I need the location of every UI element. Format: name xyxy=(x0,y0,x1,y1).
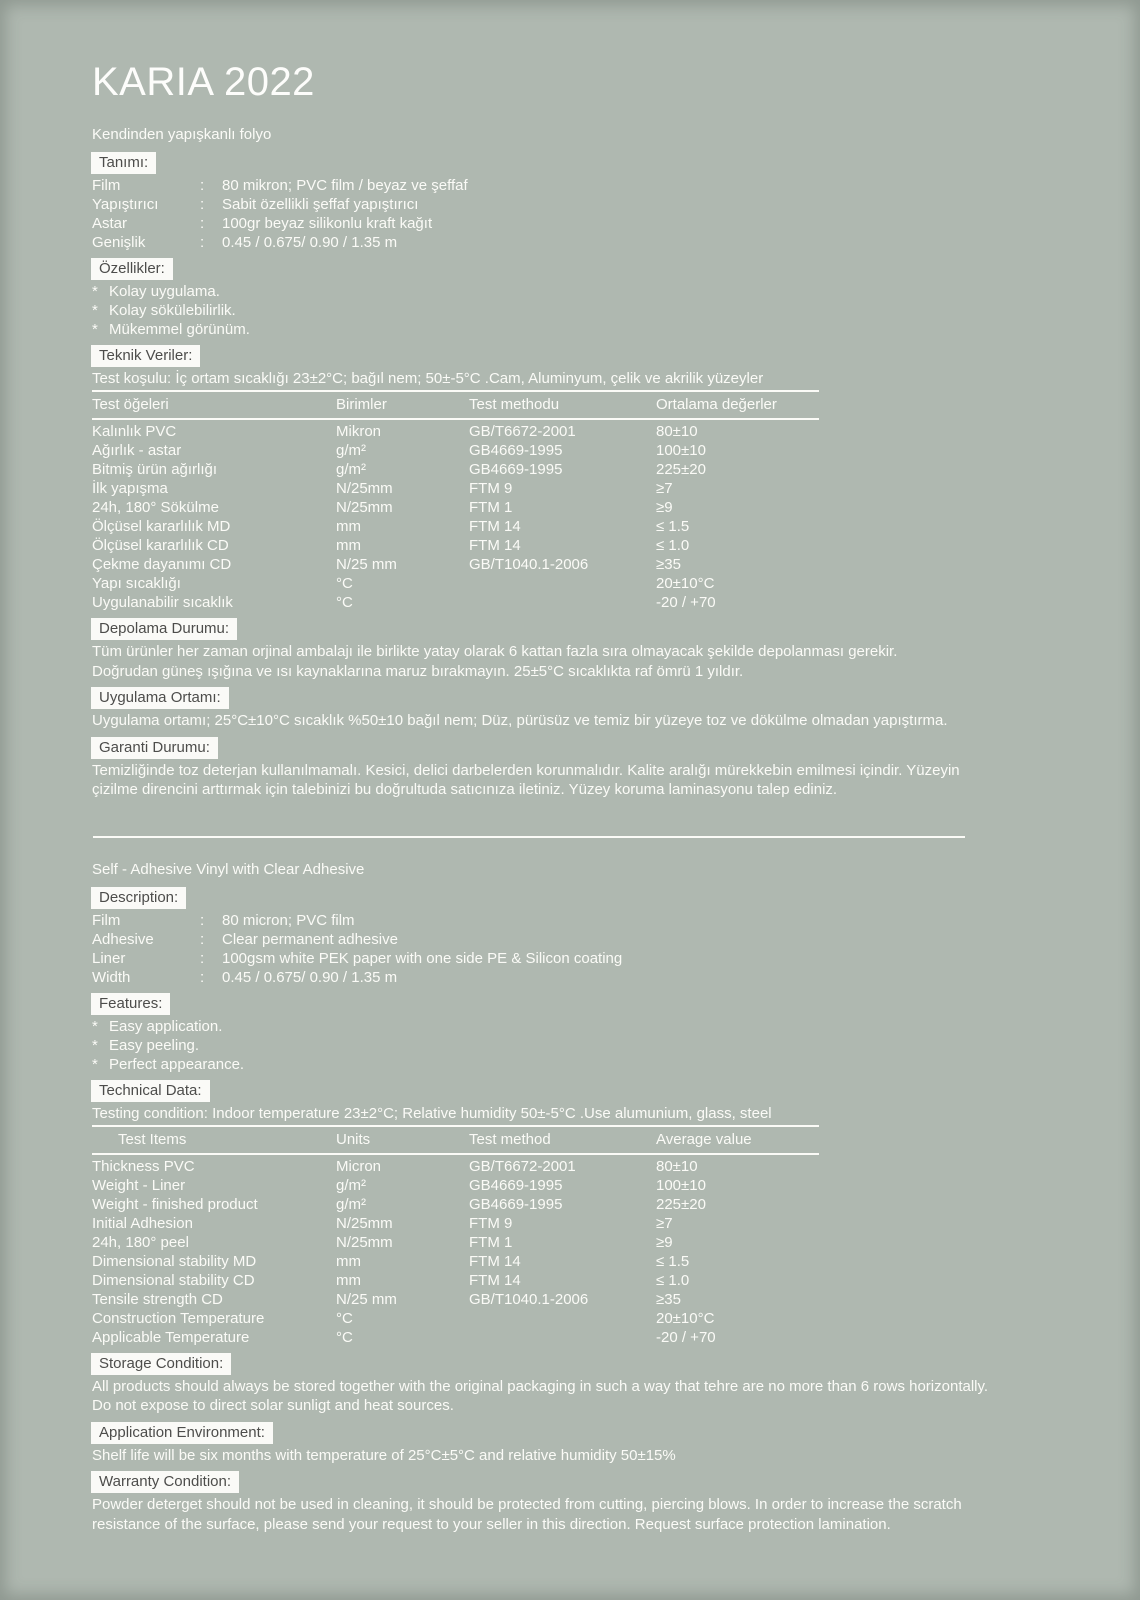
technical-table-tr xyxy=(92,390,819,612)
table-cell-value: -20 / +70 xyxy=(656,594,716,611)
section-label-definition-tr: Tanımı: xyxy=(91,152,156,174)
table-cell-value: -20 / +70 xyxy=(656,1328,716,1346)
table-header-cell: Ortalama değerler xyxy=(656,396,777,413)
table-cell-value: 100±10 xyxy=(656,442,706,459)
table-cell-method: GB/T1040.1-2006 xyxy=(469,1290,589,1308)
paragraph-line: Temizliğinde toz deterjan kullanılmamalı. Kesici, delici darbelerden korunmalıdır. Kalite aralığı mürekkebin emilmesi içindir. Yüzeyin xyxy=(92,761,960,779)
definition-label: Width xyxy=(92,968,131,986)
table-cell-method: FTM 9 xyxy=(469,1214,513,1232)
definition-row xyxy=(92,930,1082,949)
definition-colon: : xyxy=(200,234,205,251)
section-divider xyxy=(93,836,965,838)
table-cell-value: 100±10 xyxy=(656,1176,706,1194)
table-cell-unit: g/m² xyxy=(336,461,366,478)
feature-list-tr xyxy=(92,282,1082,339)
table-cell-test-item: Uygulanabilir sıcaklık xyxy=(92,594,233,611)
definition-list-tr xyxy=(92,176,1082,252)
table-cell-method: GB4669-1995 xyxy=(469,461,563,478)
table-row xyxy=(92,498,819,517)
table-cell-test-item: Dimensional stability CD xyxy=(92,1271,255,1289)
table-cell-value: 20±10°C xyxy=(656,575,715,592)
table-row xyxy=(92,555,819,574)
section-label-application-tr: Uygulama Ortamı: xyxy=(91,687,229,709)
table-cell-method: FTM 1 xyxy=(469,499,513,516)
feature-item xyxy=(92,1017,1082,1036)
table-cell-unit: N/25mm xyxy=(336,1214,393,1232)
definition-colon: : xyxy=(200,177,205,194)
table-cell-value: ≥9 xyxy=(656,499,673,516)
feature-item xyxy=(92,1036,1082,1055)
definition-colon: : xyxy=(200,930,205,948)
definition-value: Clear permanent adhesive xyxy=(222,930,398,948)
table-cell-value: ≥35 xyxy=(656,1290,681,1308)
table-cell-unit: °C xyxy=(336,594,353,611)
table-cell-test-item: Weight - Liner xyxy=(92,1176,186,1194)
table-cell-unit: mm xyxy=(336,537,361,554)
table-cell-unit: N/25mm xyxy=(336,1233,393,1251)
feature-item xyxy=(92,320,1082,339)
feature-item xyxy=(92,282,1082,301)
table-cell-test-item: İlk yapışma xyxy=(92,480,168,497)
definition-row xyxy=(92,176,1082,195)
feature-text: Mükemmel görünüm. xyxy=(109,321,250,338)
definition-label: Yapıştırıcı xyxy=(92,196,159,213)
definition-row xyxy=(92,195,1082,214)
definition-label: Film xyxy=(92,177,121,194)
table-cell-method: GB4669-1995 xyxy=(469,442,563,459)
definition-value: 0.45 / 0.675/ 0.90 / 1.35 m xyxy=(222,968,398,986)
page-title: KARIA 2022 xyxy=(92,60,315,104)
table-header-cell: Average value xyxy=(656,1130,752,1148)
table-cell-unit: N/25mm xyxy=(336,480,393,497)
table-cell-unit: mm xyxy=(336,518,361,535)
definition-colon: : xyxy=(200,911,205,929)
definition-list-en xyxy=(92,911,1082,987)
test-condition-en: Testing condition: Indoor temperature 23±2°C; Relative humidity 50±-5°C .Use alumunium, glass, steel xyxy=(92,1104,772,1122)
section-label-storage-en: Storage Condition: xyxy=(91,1353,231,1375)
definition-row xyxy=(92,949,1082,968)
table-header-cell: Birimler xyxy=(336,396,387,413)
table-row xyxy=(92,1309,819,1328)
table-cell-unit: °C xyxy=(336,1309,353,1327)
definition-value: 80 mikron; PVC film / beyaz ve şeffaf xyxy=(222,177,468,194)
table-cell-unit: N/25mm xyxy=(336,499,393,516)
definition-value: 0.45 / 0.675/ 0.90 / 1.35 m xyxy=(222,234,398,251)
section-label-features-en: Features: xyxy=(91,993,170,1015)
table-cell-unit: mm xyxy=(336,1252,361,1270)
section-label-warranty-en: Warranty Condition: xyxy=(91,1471,239,1493)
feature-list-en xyxy=(92,1017,1082,1074)
table-row xyxy=(92,1214,819,1233)
bullet-asterisk: * xyxy=(92,321,98,338)
table-cell-method xyxy=(469,1309,656,1328)
table-cell-unit: N/25 mm xyxy=(336,556,397,573)
table-cell-method: GB4669-1995 xyxy=(469,1176,563,1194)
storage-paragraph-en xyxy=(92,1377,1082,1416)
table-cell-value: ≥35 xyxy=(656,556,681,573)
table-header-cell: Test öğeleri xyxy=(92,396,169,413)
application-paragraph-tr xyxy=(92,711,1082,731)
warranty-paragraph-en xyxy=(92,1495,1082,1534)
table-cell-method: FTM 14 xyxy=(469,1252,521,1270)
table-cell-test-item: Çekme dayanımı CD xyxy=(92,556,232,573)
table-cell-value: ≤ 1.5 xyxy=(656,1252,690,1270)
feature-item xyxy=(92,301,1082,320)
definition-value: 100gsm white PEK paper with one side PE & Silicon coating xyxy=(222,949,623,967)
table-header-cell: Test methodu xyxy=(469,396,560,413)
table-cell-test-item: Thickness PVC xyxy=(92,1157,195,1175)
table-cell-method: FTM 14 xyxy=(469,518,521,535)
paragraph-line: Powder deterget should not be used in cleaning, it should be protected from cutting, piercing blows. In order to increase the scratch xyxy=(92,1496,962,1513)
table-cell-test-item: Ağırlık - astar xyxy=(92,442,182,459)
table-cell-unit: g/m² xyxy=(336,442,366,459)
paragraph-line: resistance of the surface, please send your request to your seller in this direction. Request surface protection lamination. xyxy=(92,1515,891,1533)
definition-colon: : xyxy=(200,949,205,967)
table-row xyxy=(92,1252,819,1271)
table-cell-value: ≤ 1.5 xyxy=(656,518,690,535)
table-cell-unit: Micron xyxy=(336,1157,382,1175)
definition-row xyxy=(92,214,1082,233)
table-cell-test-item: Applicable Temperature xyxy=(92,1328,250,1346)
warranty-paragraph-tr xyxy=(92,761,1082,800)
table-cell-value: 225±20 xyxy=(656,461,706,478)
definition-label: Astar xyxy=(92,215,128,232)
section-label-storage-tr: Depolama Durumu: xyxy=(91,618,237,640)
table-row xyxy=(92,536,819,555)
definition-colon: : xyxy=(200,215,205,232)
table-header-cell: Units xyxy=(336,1130,371,1148)
table-cell-test-item: Tensile strength CD xyxy=(92,1290,223,1308)
definition-colon: : xyxy=(200,196,205,213)
table-cell-test-item: Dimensional stability MD xyxy=(92,1252,257,1270)
table-cell-value: 80±10 xyxy=(656,1157,698,1175)
table-header-row xyxy=(92,390,819,420)
table-row xyxy=(92,460,819,479)
table-header-row xyxy=(92,1125,819,1155)
table-cell-test-item: Initial Adhesion xyxy=(92,1214,193,1232)
paragraph-line: All products should always be stored together with the original packaging in such a way that tehre are no more than 6 rows horizontally. xyxy=(92,1377,989,1395)
definition-colon: : xyxy=(200,968,205,986)
bullet-asterisk: * xyxy=(92,302,98,319)
definition-label: Liner xyxy=(92,949,126,967)
table-cell-method xyxy=(469,574,656,593)
table-cell-method: FTM 14 xyxy=(469,1271,521,1289)
bullet-asterisk: * xyxy=(92,1017,98,1035)
definition-label: Adhesive xyxy=(92,930,154,948)
table-cell-unit: mm xyxy=(336,1271,361,1289)
section-label-features-tr: Özellikler: xyxy=(91,258,173,280)
product-subtitle-en: Self - Adhesive Vinyl with Clear Adhesive xyxy=(92,860,365,878)
bullet-asterisk: * xyxy=(92,1055,98,1073)
table-cell-value: 225±20 xyxy=(656,1195,706,1213)
section-label-warranty-tr: Garanti Durumu: xyxy=(91,737,218,759)
table-cell-value: ≥7 xyxy=(656,1214,673,1232)
table-cell-test-item: Weight - finished product xyxy=(92,1195,258,1213)
paragraph-line: Shelf life will be six months with temperature of 25°C±5°C and relative humidity 50±15% xyxy=(92,1446,676,1464)
definition-value: Sabit özellikli şeffaf yapıştırıcı xyxy=(222,196,419,213)
english-section xyxy=(92,860,1082,1535)
table-cell-test-item: 24h, 180° peel xyxy=(92,1233,189,1251)
table-body xyxy=(92,420,819,612)
table-row xyxy=(92,1271,819,1290)
table-cell-method: GB4669-1995 xyxy=(469,1195,563,1213)
paragraph-line: Uygulama ortamı; 25°C±10°C sıcaklık %50±10 bağıl nem; Düz, pürüsüz ve temiz bir yüzeye toz ve dökülme olmadan yapıştırma. xyxy=(92,712,948,729)
table-header-cell: Test Items xyxy=(118,1130,187,1148)
paragraph-line: Doğrudan güneş ışığına ve ısı kaynaklarına maruz bırakmayın. 25±5°C sıcaklıkta raf ömrü 1 yıldır. xyxy=(92,662,744,680)
paragraph-line: Tüm ürünler her zaman orjinal ambalajı ile birlikte yatay olarak 6 kattan fazla sıra olmayacak şekilde depolanması gerekir. xyxy=(92,643,898,660)
paragraph-line: çizilme direncini arttırmak için talebinizi bu doğrultuda satıcınıza iletiniz. Yüzey koruma laminasyonu talep ediniz. xyxy=(92,781,838,798)
table-cell-test-item: Construction Temperature xyxy=(92,1309,265,1327)
table-cell-unit: °C xyxy=(336,575,353,592)
table-cell-value: ≥7 xyxy=(656,480,673,497)
table-cell-test-item: Yapı sıcaklığı xyxy=(92,575,181,592)
table-row xyxy=(92,1328,819,1347)
table-row xyxy=(92,422,819,441)
section-label-technical-en: Technical Data: xyxy=(91,1080,210,1102)
table-cell-unit: g/m² xyxy=(336,1176,366,1194)
feature-text: Easy application. xyxy=(109,1017,223,1035)
table-row xyxy=(92,517,819,536)
section-label-application-en: Application Environment: xyxy=(91,1422,273,1444)
table-cell-method xyxy=(469,593,656,612)
turkish-section xyxy=(92,125,1082,800)
definition-label: Genişlik xyxy=(92,234,146,251)
test-condition-tr: Test koşulu: İç ortam sıcaklığı 23±2°C; bağıl nem; 50±-5°C .Cam, Aluminyum, çelik ve akrilik yüzeyler xyxy=(92,370,764,387)
table-cell-test-item: 24h, 180° Sökülme xyxy=(92,499,219,516)
application-paragraph-en xyxy=(92,1446,1082,1466)
section-label-description-en: Description: xyxy=(91,887,186,909)
table-header-cell: Test method xyxy=(469,1130,551,1148)
table-row xyxy=(92,574,819,593)
table-cell-value: 80±10 xyxy=(656,423,698,440)
definition-label: Film xyxy=(92,911,121,929)
table-cell-value: ≤ 1.0 xyxy=(656,1271,690,1289)
table-cell-method: FTM 14 xyxy=(469,537,521,554)
table-body xyxy=(92,1155,819,1347)
table-cell-method xyxy=(469,1328,656,1347)
definition-row xyxy=(92,968,1082,987)
table-row xyxy=(92,1233,819,1252)
table-cell-test-item: Bitmiş ürün ağırlığı xyxy=(92,461,218,478)
table-row xyxy=(92,1157,819,1176)
bullet-asterisk: * xyxy=(92,283,98,300)
definition-row xyxy=(92,233,1082,252)
bullet-asterisk: * xyxy=(92,1036,98,1054)
table-cell-unit: Mikron xyxy=(336,423,382,440)
feature-text: Kolay sökülebilirlik. xyxy=(109,302,236,319)
table-cell-test-item: Kalınlık PVC xyxy=(92,423,177,440)
paragraph-line: Do not expose to direct solar sunligt and heat sources. xyxy=(92,1397,454,1414)
feature-text: Kolay uygulama. xyxy=(109,283,220,300)
feature-text: Perfect appearance. xyxy=(109,1055,245,1073)
definition-row xyxy=(92,911,1082,930)
table-cell-unit: °C xyxy=(336,1328,353,1346)
table-cell-method: FTM 9 xyxy=(469,480,513,497)
table-cell-test-item: Ölçüsel kararlılık CD xyxy=(92,537,229,554)
table-row xyxy=(92,479,819,498)
table-cell-method: GB/T1040.1-2006 xyxy=(469,556,589,573)
definition-value: 80 micron; PVC film xyxy=(222,911,355,929)
table-cell-unit: N/25 mm xyxy=(336,1290,397,1308)
table-cell-method: FTM 1 xyxy=(469,1233,513,1251)
table-row xyxy=(92,1195,819,1214)
section-label-technical-tr: Teknik Veriler: xyxy=(91,345,200,367)
table-row xyxy=(92,1176,819,1195)
storage-paragraph-tr xyxy=(92,642,1082,681)
table-cell-method: GB/T6672-2001 xyxy=(469,423,576,440)
feature-item xyxy=(92,1055,1082,1074)
table-row xyxy=(92,441,819,460)
definition-value: 100gr beyaz silikonlu kraft kağıt xyxy=(222,215,433,232)
table-cell-value: ≥9 xyxy=(656,1233,673,1251)
table-cell-unit: g/m² xyxy=(336,1195,366,1213)
table-row xyxy=(92,1290,819,1309)
feature-text: Easy peeling. xyxy=(109,1036,200,1054)
product-subtitle-tr: Kendinden yapışkanlı folyo xyxy=(92,126,272,143)
table-cell-test-item: Ölçüsel kararlılık MD xyxy=(92,518,231,535)
technical-table-en xyxy=(92,1125,819,1347)
table-cell-value: ≤ 1.0 xyxy=(656,537,690,554)
table-row xyxy=(92,593,819,612)
table-cell-method: GB/T6672-2001 xyxy=(469,1157,576,1175)
table-cell-value: 20±10°C xyxy=(656,1309,715,1327)
